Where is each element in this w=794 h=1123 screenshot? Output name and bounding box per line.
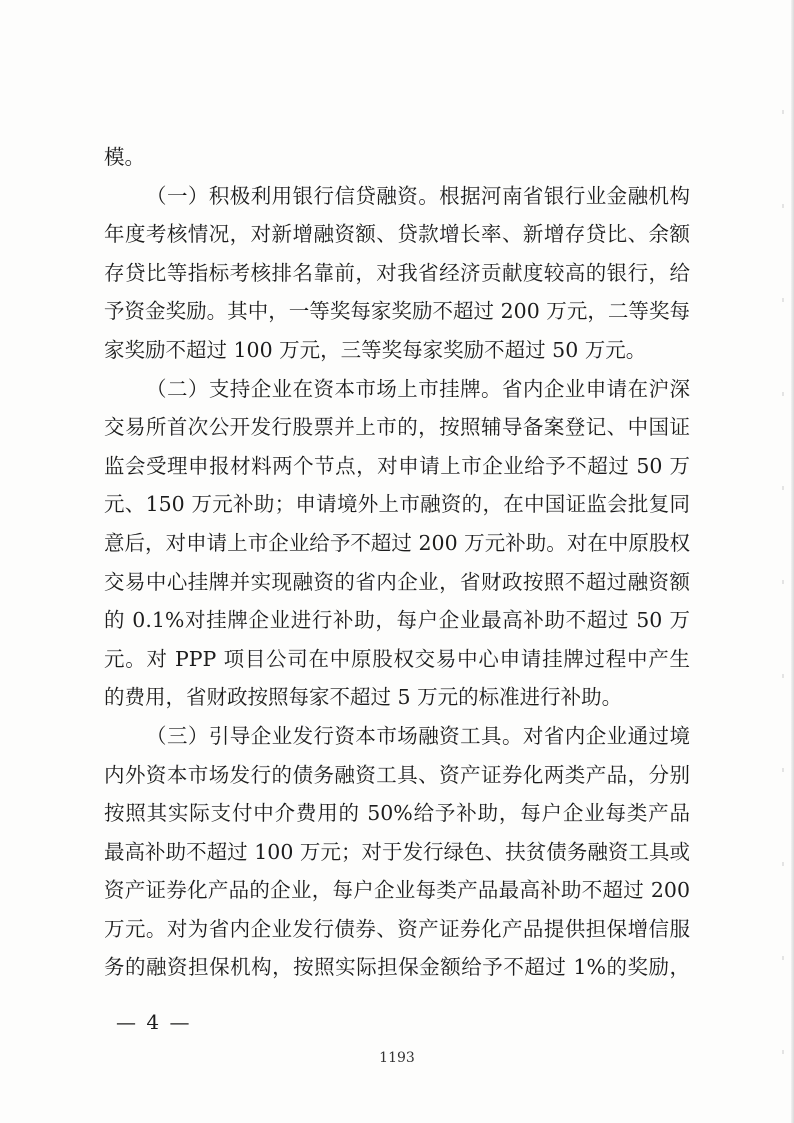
paragraph-line: 监会受理申报材料两个节点，对申请上市企业给予不超过 50 万 — [104, 453, 690, 478]
paragraph-line: 予资金奖励。其中，一等奖每家奖励不超过 200 万元，二等奖每 — [104, 299, 690, 324]
footer-page-number: 1193 — [379, 1050, 415, 1066]
paragraph-line: 存贷比等指标考核排名靠前，对我省经济贡献度较高的银行，给 — [104, 260, 690, 285]
paragraph-line: 务的融资担保机构，按照实际担保金额给予不超过 1%的奖励， — [104, 955, 690, 980]
paragraph-line: 按照其实际支付中介费用的 50%给予补助，每户企业每类产品 — [104, 801, 690, 826]
paragraph-line: 最高补助不超过 100 万元；对于发行绿色、扶贫债务融资工具或 — [104, 839, 690, 864]
paragraph-line: 的费用，省财政按照每家不超过 5 万元的标准进行补助。 — [104, 685, 623, 710]
paragraph-line: 家奖励不超过 100 万元，三等奖每家奖励不超过 50 万元。 — [104, 337, 647, 362]
page-number: — 4 — — [116, 1010, 192, 1034]
paragraph-line: 元。对 PPP 项目公司在中原股权交易中心申请挂牌过程中产生 — [104, 646, 690, 671]
paragraph-line: （三）引导企业发行资本市场融资工具。对省内企业通过境 — [146, 723, 690, 748]
paragraph-line: （二）支持企业在资本市场上市挂牌。省内企业申请在沪深 — [146, 376, 690, 401]
paragraph-line: 年度考核情况，对新增融资额、贷款增长率、新增存贷比、余额 — [104, 222, 690, 247]
paragraph-line: 交易所首次公开发行股票并上市的，按照辅导备案登记、中国证 — [104, 415, 690, 440]
paragraph-line: 意后，对申请上市企业给予不超过 200 万元补助。对在中原股权 — [104, 530, 690, 555]
paragraph-line: 内外资本市场发行的债务融资工具、资产证券化两类产品，分别 — [104, 762, 690, 787]
paragraph-line: 万元。对为省内企业发行债券、资产证券化产品提供担保增信服 — [104, 916, 690, 941]
paragraph-line: （一）积极利用银行信贷融资。根据河南省银行业金融机构 — [146, 183, 690, 208]
paragraph-line: 模。 — [104, 145, 145, 169]
paragraph-line: 的 0.1%对挂牌企业进行补助，每户企业最高补助不超过 50 万 — [104, 608, 690, 633]
binding-marks — [782, 20, 784, 1100]
paragraph-line: 元、150 万元补助；申请境外上市融资的，在中国证监会批复同 — [104, 492, 690, 517]
paragraph-line: 交易中心挂牌并实现融资的省内企业，省财政按照不超过融资额 — [104, 569, 690, 594]
paragraph-line: 资产证券化产品的企业，每户企业每类产品最高补助不超过 200 — [104, 878, 690, 903]
body-text — [104, 138, 690, 987]
